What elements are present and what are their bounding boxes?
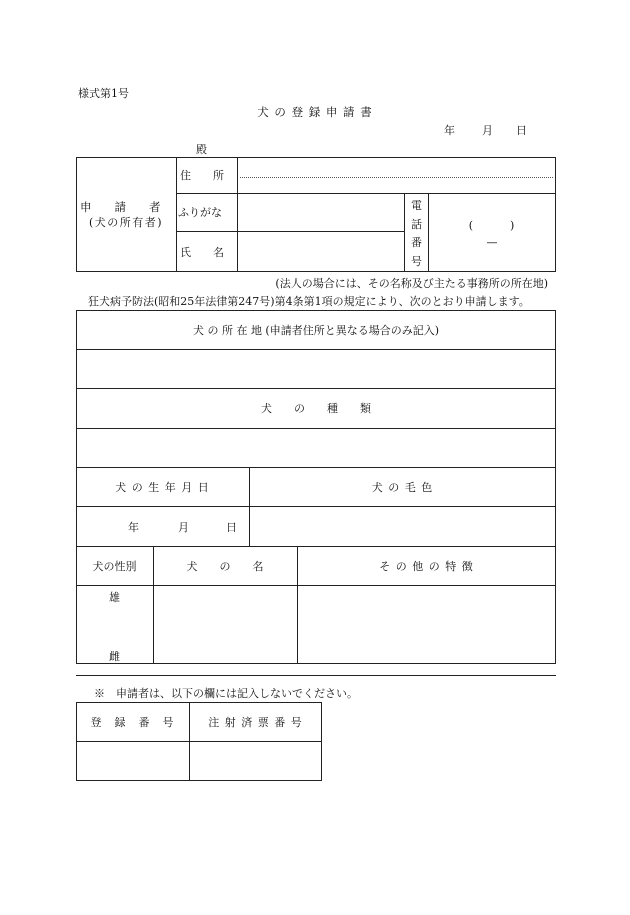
- separator-line: [76, 675, 556, 676]
- phone-label: 電 話 番 号: [411, 199, 422, 268]
- address-input[interactable]: [238, 158, 555, 192]
- birth-year[interactable]: 年: [128, 521, 139, 534]
- corporate-note: (法人の場合には、その名称及び主たる事務所の所在地): [275, 277, 548, 290]
- birth-day[interactable]: 日: [226, 521, 237, 534]
- dog-name-header: 犬 の 名: [186, 559, 264, 573]
- birth-month[interactable]: 月: [178, 521, 189, 534]
- dog-location-input[interactable]: [77, 350, 555, 387]
- dog-sex-header: 犬の性別: [92, 559, 137, 573]
- injection-ticket-number-field: [190, 742, 321, 780]
- dog-coat-color-header: 犬 の 毛 色: [371, 480, 434, 494]
- dog-name-input[interactable]: [154, 586, 296, 663]
- registration-number-header: 登 録 番 号: [90, 715, 175, 729]
- sex-male-option[interactable]: 雄: [109, 591, 120, 604]
- sex-female-option[interactable]: 雌: [109, 650, 120, 663]
- date-year[interactable]: 年: [444, 124, 455, 137]
- name-input[interactable]: [238, 232, 403, 271]
- furigana-label: ふりがな: [178, 206, 222, 219]
- dog-birthdate-header: 犬 の 生 年 月 日: [115, 480, 210, 494]
- phone-area-code[interactable]: ( ): [468, 219, 516, 232]
- coat-color-input[interactable]: [250, 507, 555, 545]
- phone-dash[interactable]: —: [486, 236, 498, 249]
- application-statement: 狂犬病予防法(昭和25年法律第247号)第4条第1項の規定により、次のとおり申請します。: [88, 295, 530, 308]
- applicant-label: 申 請 者: [80, 200, 161, 214]
- name-label: 氏 名: [180, 245, 224, 259]
- form-number: 様式第1号: [78, 87, 129, 100]
- dog-location-header: 犬 の 所 在 地 (申請者住所と異なる場合のみ記入): [192, 323, 440, 337]
- page-title: 犬 の 登 録 申 請 書: [257, 105, 373, 119]
- office-use-note: ※ 申請者は、以下の欄には記入しないでください。: [94, 687, 358, 700]
- owner-label: (犬の所有者): [88, 216, 164, 229]
- date-day[interactable]: 日: [516, 124, 527, 137]
- other-features-input[interactable]: [298, 586, 555, 663]
- dog-breed-input[interactable]: [77, 429, 555, 466]
- date-month[interactable]: 月: [482, 124, 493, 137]
- addressee: 殿: [196, 143, 207, 156]
- dog-breed-header: 犬 の 種 類: [261, 402, 371, 415]
- injection-ticket-number-header: 注 射 済 票 番 号: [208, 715, 303, 729]
- dog-other-features-header: そ の 他 の 特 徴: [379, 559, 474, 573]
- address-label: 住 所: [180, 169, 224, 182]
- furigana-input[interactable]: [238, 194, 403, 230]
- registration-number-field: [77, 742, 188, 780]
